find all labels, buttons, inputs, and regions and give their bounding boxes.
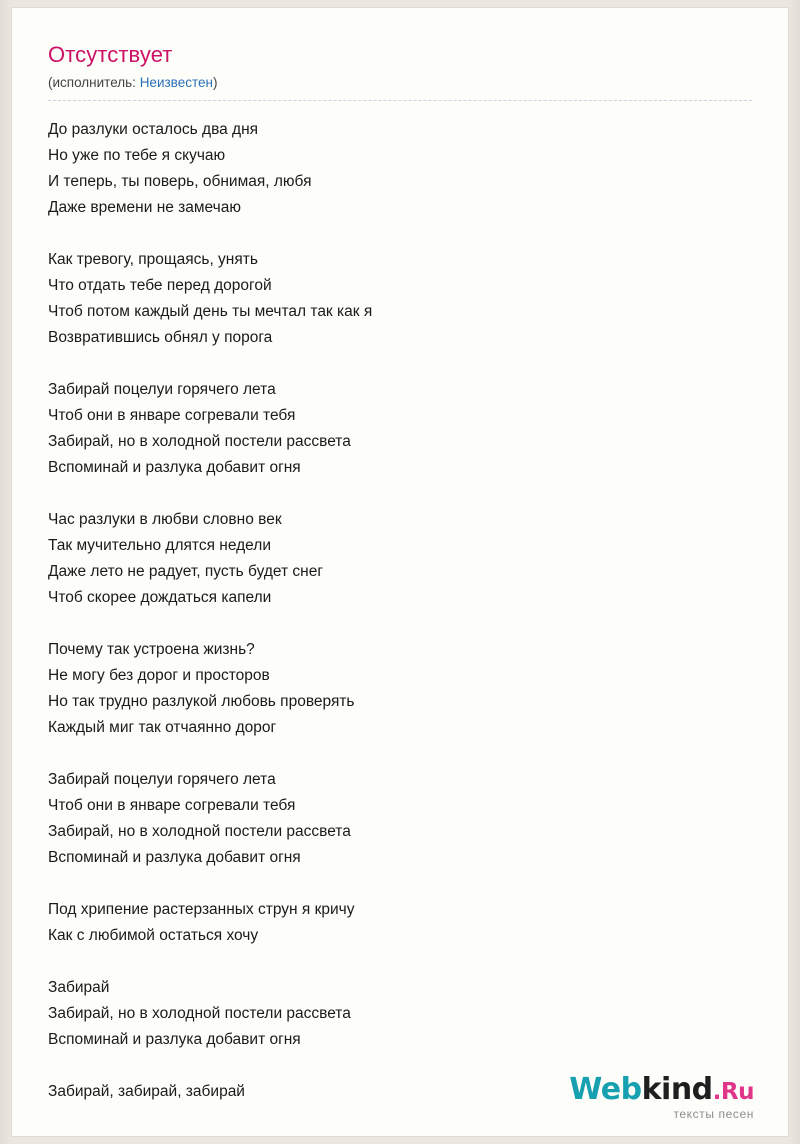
page-title: Отсутствует: [48, 42, 173, 67]
lyrics-line: Час разлуки в любви словно век: [48, 511, 282, 528]
lyrics-line: И теперь, ты поверь, обнимая, любя: [48, 173, 312, 190]
lyrics-line: Чтоб они в январе согревали тебя: [48, 797, 296, 814]
lyrics-line: Чтоб скорее дождаться капели: [48, 589, 272, 606]
lyrics-line: Под хрипение растерзанных струн я кричу: [48, 901, 355, 918]
lyrics-stanza: [48, 975, 752, 1053]
lyrics-stanza: [48, 897, 752, 949]
artist-suffix-label: ): [212, 75, 218, 90]
lyrics-stanza: [48, 247, 752, 351]
lyrics-line: Не могу без дорог и просторов: [48, 667, 270, 684]
lyrics-line: Даже времени не замечаю: [48, 199, 241, 216]
watermark-subtitle: тексты песен: [673, 1107, 754, 1121]
lyrics-sheet: [12, 8, 788, 1136]
watermark-kind-text: kind: [641, 1072, 713, 1107]
lyrics-line: Забирай поцелуи горячего лета: [48, 381, 276, 398]
lyrics-line: Каждый миг так отчаянно дорог: [48, 719, 277, 736]
lyrics-line: Вспоминай и разлука добавит огня: [48, 459, 301, 476]
lyrics-line: Так мучительно длятся недели: [48, 537, 271, 554]
lyrics-line: Чтоб потом каждый день ты мечтал так как я: [48, 303, 373, 320]
lyrics-line: Забирай, но в холодной постели рассвета: [48, 823, 351, 840]
lyrics-stanza: [48, 637, 752, 741]
lyrics-line: Забирай, но в холодной постели рассвета: [48, 433, 351, 450]
watermark-web-text: Web: [569, 1072, 642, 1107]
lyrics-line: Забирай: [48, 979, 110, 996]
lyrics-line: Забирай, но в холодной постели рассвета: [48, 1005, 351, 1022]
artist-prefix-label: (исполнитель:: [48, 75, 140, 90]
artist-line: [48, 75, 752, 101]
lyrics-line: Возвратившись обнял у порога: [48, 329, 273, 346]
lyrics-line: Но так трудно разлукой любовь проверять: [48, 693, 355, 710]
watermark-logo: [569, 1072, 754, 1107]
lyrics-line: Но уже по тебе я скучаю: [48, 147, 226, 164]
lyrics-line: Почему так устроена жизнь?: [48, 641, 255, 658]
lyrics-body: [48, 117, 752, 1105]
lyrics-stanza: [48, 377, 752, 481]
lyrics-line: Вспоминай и разлука добавит огня: [48, 1031, 301, 1048]
lyrics-stanza: [48, 767, 752, 871]
lyrics-line: Что отдать тебе перед дорогой: [48, 277, 272, 294]
lyrics-line: Даже лето не радует, пусть будет снег: [48, 563, 323, 580]
lyrics-line: Вспоминай и разлука добавит огня: [48, 849, 301, 866]
lyrics-line: До разлуки осталось два дня: [48, 121, 259, 138]
lyrics-line: Забирай поцелуи горячего лета: [48, 771, 276, 788]
watermark-ru-text: .Ru: [712, 1079, 754, 1105]
artist-link[interactable]: Неизвестен: [139, 75, 213, 90]
lyrics-stanza: [48, 117, 752, 221]
lyrics-line: Как с любимой остаться хочу: [48, 927, 259, 944]
lyrics-stanza: [48, 507, 752, 611]
site-watermark: [569, 1072, 754, 1121]
lyrics-line: Забирай, забирай, забирай: [48, 1083, 245, 1100]
lyrics-line: Как тревогу, прощаясь, унять: [48, 251, 258, 268]
lyrics-line: Чтоб они в январе согревали тебя: [48, 407, 296, 424]
